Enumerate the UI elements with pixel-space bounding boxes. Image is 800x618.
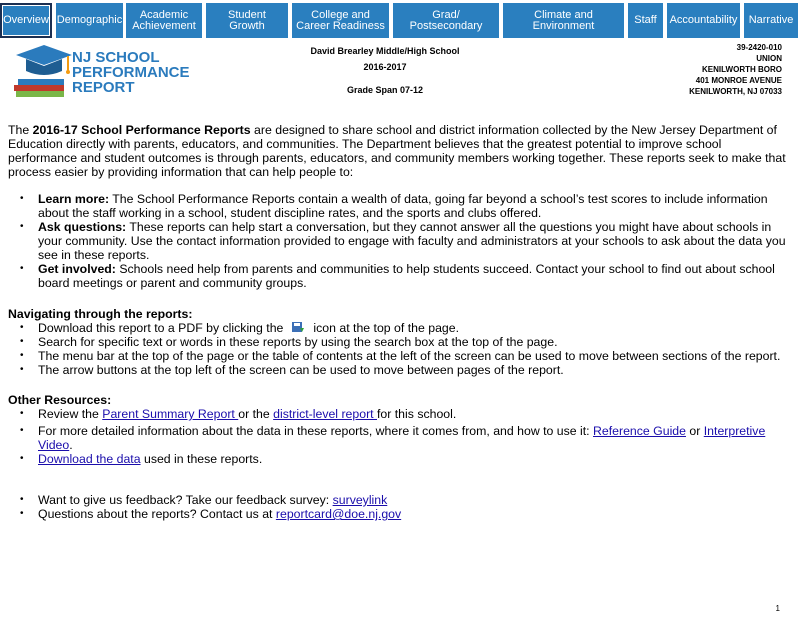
resource-text: or the bbox=[238, 407, 274, 421]
pdf-download-icon[interactable] bbox=[291, 321, 305, 334]
parent-summary-report-link[interactable]: Parent Summary Report bbox=[102, 407, 239, 421]
district-report-link[interactable]: district-level report bbox=[273, 407, 377, 421]
section-tab-bar bbox=[0, 3, 800, 39]
interpretive-video-link[interactable]: Interpretive Video bbox=[38, 424, 766, 452]
feedback-text: Want to give us feedback? Take our feedback survey: bbox=[38, 493, 333, 507]
graduation-cap-books-icon bbox=[12, 41, 72, 101]
contact-email-link[interactable]: reportcard@doe.nj.gov bbox=[275, 507, 402, 521]
navigation-heading: Navigating through the reports: bbox=[8, 307, 193, 321]
school-year: 2016-2017 bbox=[363, 62, 407, 72]
list-item: • The menu bar at the top of the page or the table of contents at the left of the screen can be used to move between sections of the report. bbox=[8, 349, 788, 363]
list-item: • The arrow buttons at the top left of the screen can be used to move between pages of the report. bbox=[8, 363, 788, 377]
city: KENILWORTH, NJ 07033 bbox=[689, 87, 782, 96]
resource-text: . bbox=[69, 438, 73, 452]
tab-college-career-readiness[interactable]: College and Career Readiness bbox=[292, 3, 389, 38]
navigation-list bbox=[8, 321, 788, 377]
county: UNION bbox=[756, 54, 782, 63]
list-item bbox=[8, 220, 788, 262]
resource-text: for this school. bbox=[377, 407, 457, 421]
intro-bold: 2016-17 School Performance Reports bbox=[32, 123, 251, 137]
intro-paragraph bbox=[8, 123, 788, 179]
tab-staff[interactable]: Staff bbox=[628, 3, 663, 38]
list-item: • Search for specific text or words in these reports by using the search box at the top of the page. bbox=[8, 335, 788, 349]
resources-heading: Other Resources: bbox=[8, 393, 112, 407]
school-name: David Brearley Middle/High School bbox=[310, 46, 460, 56]
bullet-bold: Get involved: bbox=[38, 262, 116, 276]
resources-list bbox=[8, 407, 788, 466]
purpose-list bbox=[8, 192, 788, 290]
list-item bbox=[8, 493, 788, 507]
list-item bbox=[8, 507, 788, 521]
tab-student-growth[interactable]: Student Growth bbox=[206, 3, 288, 38]
tab-academic-achievement[interactable]: Academic Achievement bbox=[126, 3, 202, 38]
tab-overview[interactable]: Overview bbox=[0, 3, 52, 38]
grade-span: Grade Span 07-12 bbox=[346, 85, 424, 95]
list-item bbox=[8, 424, 788, 452]
bullet-bold: Ask questions: bbox=[38, 220, 127, 234]
tab-accountability[interactable]: Accountability bbox=[667, 3, 740, 38]
logo-text bbox=[72, 50, 190, 95]
survey-link[interactable]: surveylink bbox=[332, 493, 388, 507]
logo-line-2: PERFORMANCE bbox=[72, 64, 190, 81]
tab-demographic[interactable]: Demographic bbox=[56, 3, 123, 38]
feedback-list bbox=[8, 493, 788, 521]
school-code: 39-2420-010 bbox=[736, 43, 782, 52]
tab-narrative[interactable]: Narrative bbox=[744, 3, 798, 38]
reference-guide-link[interactable]: Reference Guide bbox=[593, 424, 686, 438]
list-item bbox=[8, 452, 788, 466]
tab-climate-environment[interactable]: Climate and Environment bbox=[503, 3, 624, 38]
overview-content bbox=[8, 123, 788, 521]
list-item bbox=[8, 262, 788, 290]
street: 401 MONROE AVENUE bbox=[695, 76, 782, 85]
page-number: 1 bbox=[775, 604, 780, 613]
bullet-bold: Learn more: bbox=[38, 192, 110, 206]
district: KENILWORTH BORO bbox=[702, 65, 782, 74]
resource-text: or bbox=[685, 424, 704, 438]
nav-item-text: icon at the top of the page. bbox=[313, 321, 459, 335]
feedback-text: Questions about the reports? Contact us at bbox=[38, 507, 276, 521]
download-data-link[interactable]: Download the data bbox=[38, 452, 141, 466]
logo-line-3: REPORT bbox=[72, 79, 135, 96]
nav-item-text: Download this report to a PDF by clicking the bbox=[38, 321, 284, 335]
list-item bbox=[8, 407, 788, 421]
list-item bbox=[8, 321, 788, 335]
intro-pre: The bbox=[8, 123, 33, 137]
tab-grad-postsecondary[interactable]: Grad/ Postsecondary bbox=[393, 3, 499, 38]
bullet-text: Schools need help from parents and communities to help students succeed. Contact your school to find out about school board meetings or parent and community groups. bbox=[38, 262, 775, 290]
intro-post: are designed to share school and district information collected by the New Jersey Department of Education directly with parents, educators, and communities. The Department believes that the greatest potential to improve school performance and student outcomes is through parents, educators, and community members working together. These reports seek to make that process easier by providing information that can help people to: bbox=[8, 123, 786, 179]
school-address bbox=[689, 42, 782, 97]
resource-text: Review the bbox=[38, 407, 103, 421]
resource-text: For more detailed information about the data in these reports, where it comes from, and how to use it: bbox=[38, 424, 594, 438]
list-item bbox=[8, 192, 788, 220]
logo-line-1: NJ SCHOOL bbox=[72, 49, 160, 66]
bullet-text: The School Performance Reports contain a wealth of data, going far beyond a school’s test scores to include information about the staff working in a school, student discipline rates, and the sports and clubs offered. bbox=[38, 192, 768, 220]
resource-text: used in these reports. bbox=[140, 452, 263, 466]
bullet-text: These reports can help start a conversation, but they cannot answer all the questions you might have about schools in your community. Use the contact information provided to engage with faculty and administrators at your schools to ask about the data you see in these reports. bbox=[38, 220, 786, 262]
